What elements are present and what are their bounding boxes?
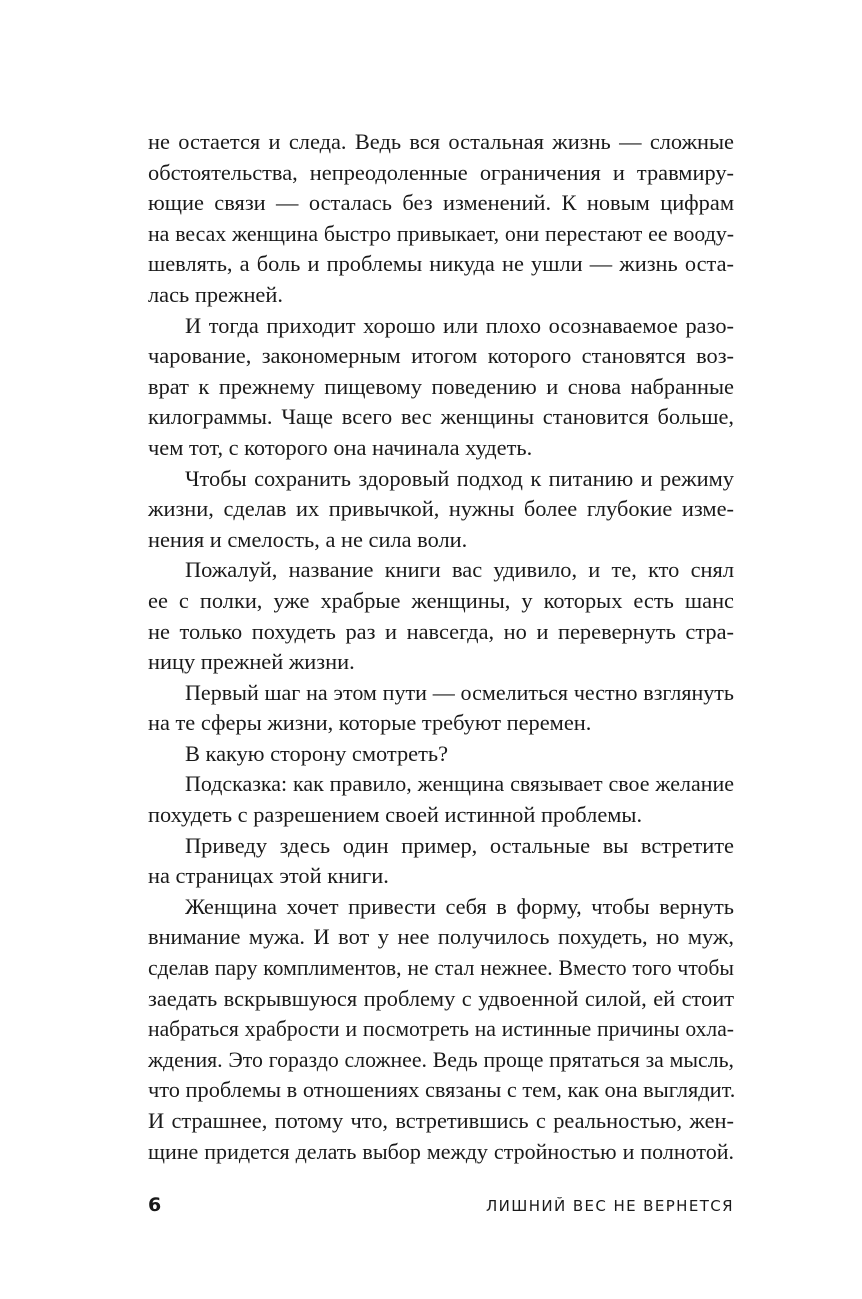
text-line: В какую сторону смотреть? (185, 740, 449, 766)
page-number: 6 (148, 1194, 162, 1216)
text-line: ее с полки, уже храбрые женщины, у которых есть шанс (148, 587, 734, 613)
text-line: чарование, закономерным итогом которого становятся воз- (148, 343, 734, 369)
text-line: ницу прежней жизни. (148, 649, 355, 675)
text-line: не остается и следа. Ведь вся остальная жизнь — сложные (148, 129, 734, 154)
text-line: ющие связи — осталась без изменений. К новым цифрам (148, 190, 734, 216)
text-line: Подсказка: как правило, женщина связывает свое желание (185, 771, 734, 797)
text-line: на весах женщина быстро привыкает, они перестают ее вооду- (148, 221, 734, 246)
body-text (148, 127, 734, 1167)
text-line: жизни, сделав их привычкой, нужны более глубокие изме- (148, 496, 734, 522)
text-line: килограммы. Чаще всего вес женщины становится больше, (148, 404, 734, 430)
text-line: И страшнее, потому что, встретившись с реальностью, жен- (148, 1108, 734, 1133)
text-line: заедать вскрывшуюся проблему с удвоенной силой, ей стоит (148, 985, 734, 1011)
text-line: И тогда приходит хорошо или плохо осознаваемое разо- (185, 312, 734, 338)
text-line: что проблемы в отношениях связаны с тем, как она выглядит. (148, 1077, 736, 1103)
text-line: похудеть с разрешением своей истинной проблемы. (148, 802, 643, 828)
text-line: обстоятельства, непреодоленные ограничения и травмиру- (148, 159, 734, 185)
text-line: врат к прежнему пищевому поведению и снова набранные (148, 373, 734, 399)
text-line: не только похудеть раз и навсегда, но и перевернуть стра- (148, 618, 734, 644)
text-line: лась прежней. (148, 281, 283, 307)
text-line: чем тот, с которого она начинала худеть. (148, 434, 533, 460)
text-line: Чтобы сохранить здоровый подход к питанию и режиму (185, 465, 734, 491)
text-line: Пожалуй, название книги вас удивило, и те, кто снял (185, 557, 734, 583)
text-line: на те сферы жизни, которые требуют перемен. (148, 710, 592, 736)
page-footer (148, 1194, 734, 1222)
text-line: набраться храбрости и посмотреть на истинные причины охла- (148, 1017, 734, 1042)
text-line: нения и смелость, а не сила воли. (148, 526, 468, 552)
text-line: шевлять, а боль и проблемы никуда не ушли — жизнь оста- (148, 251, 734, 277)
text-line: ждения. Это гораздо сложнее. Ведь проще прятаться за мысль, (148, 1047, 734, 1072)
text-line: Первый шаг на этом пути — осмелиться честно взглянуть (185, 679, 734, 705)
running-head: ЛИШНИЙ ВЕС НЕ ВЕРНЕТСЯ (486, 1197, 734, 1215)
text-line: на страницах этой книги. (148, 863, 389, 889)
text-line: Приведу здесь один пример, остальные вы встретите (185, 832, 734, 858)
text-line: внимание мужа. И вот у нее получилось похудеть, но муж, (148, 924, 734, 950)
text-line: Женщина хочет привести себя в форму, чтобы вернуть (185, 893, 734, 919)
text-line: сделав пару комплиментов, не стал нежнее. Вместо того чтобы (148, 956, 734, 981)
text-line: щине придется делать выбор между стройностью и полнотой. (148, 1138, 734, 1164)
